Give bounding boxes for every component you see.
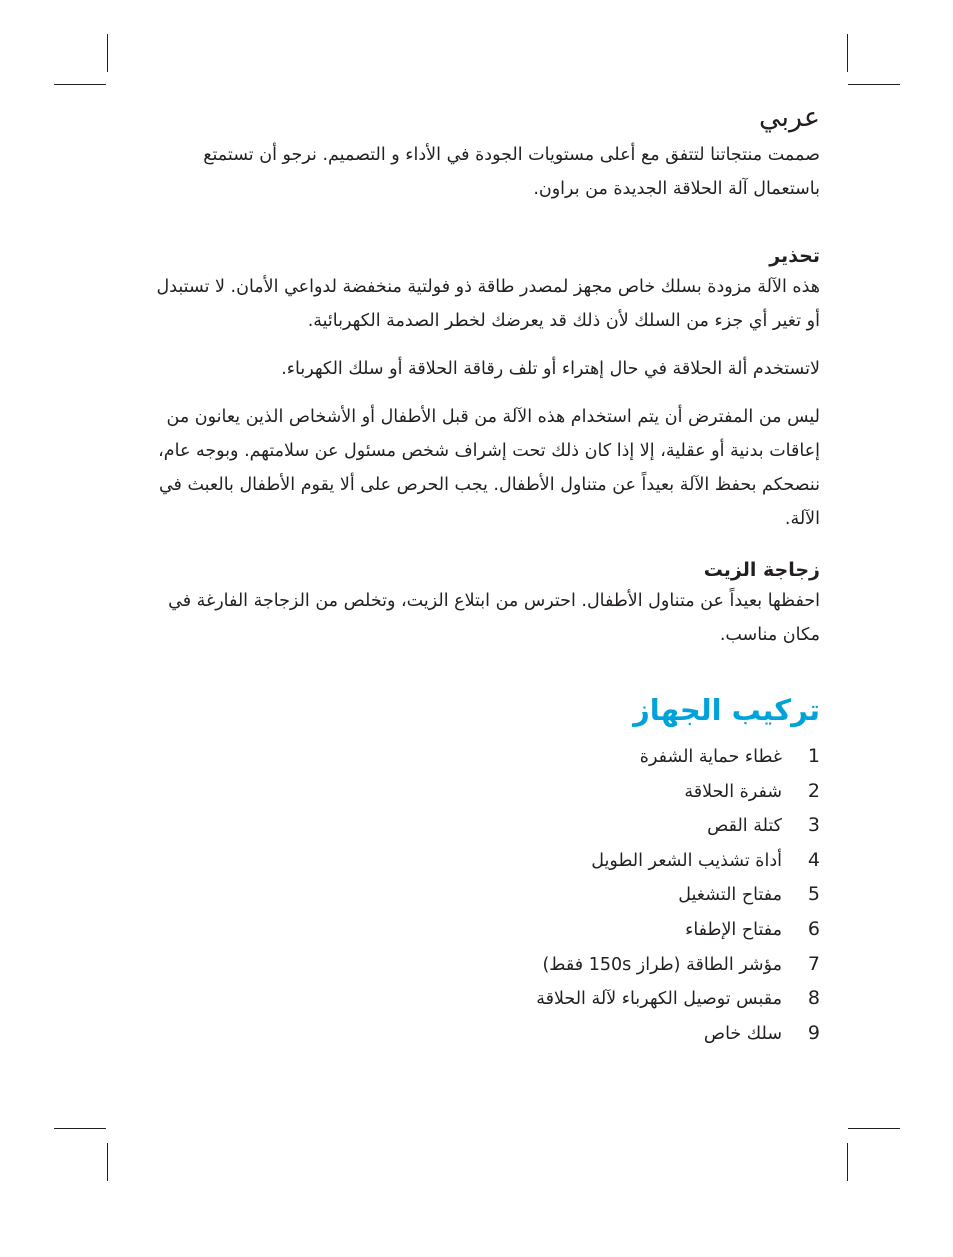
- part-label: سلك خاص: [703, 1023, 782, 1044]
- list-item: [140, 809, 820, 844]
- list-item: [140, 948, 820, 983]
- part-number: 4: [807, 848, 820, 871]
- crop-mark: [54, 1128, 106, 1129]
- part-number: 8: [807, 987, 820, 1010]
- warning-paragraph-3: ليس من المفترض أن يتم استخدام هذه الآلة من قبل الأطفال أو الأشخاص الذين يعانون من إعاقات بدنية أو عقلية، إلا إذا كان ذلك تحت إشراف شخص مسئول عن سلامتهم. وبوجه عام، ننصحكم بحفظ الآلة بعيداً عن متناول الأطفال. يجب الحرص على ألا يقوم الأطفال بالعبث في الآلة.: [158, 407, 820, 529]
- part-label: كتلة القص: [707, 816, 782, 837]
- part-number: 6: [807, 917, 820, 940]
- part-label: مفتاح الإطفاء: [685, 919, 782, 940]
- part-label: غطاء حماية الشفرة: [639, 747, 782, 767]
- warning-paragraph-1: هذه الآلة مزودة بسلك خاص مجهز لمصدر طاقة ذو فولتية منخفضة لدواعي الأمان. لا تستبدل أو تغير أي جزء من السلك لأن ذلك قد يعرضك لخطر الصدمة الكهربائية.: [156, 277, 820, 331]
- document-content: [140, 98, 820, 1051]
- part-label: شفرة الحلاقة: [684, 781, 782, 802]
- crop-mark: [847, 1143, 848, 1181]
- part-label: مؤشر الطاقة (طراز 150s فقط): [542, 954, 782, 975]
- list-item: [140, 844, 820, 879]
- list-item: [140, 913, 820, 948]
- part-number: 2: [807, 779, 820, 802]
- part-number: 1: [807, 745, 820, 767]
- part-number: 5: [807, 883, 820, 906]
- list-item: [140, 878, 820, 913]
- crop-mark: [107, 1143, 108, 1181]
- crop-mark: [54, 84, 106, 85]
- list-item: [140, 1017, 820, 1052]
- warning-heading: تحذير: [769, 245, 820, 267]
- part-label: مفتاح التشغيل: [678, 885, 782, 906]
- part-number: 3: [807, 814, 820, 837]
- oil-bottle-paragraph: احفظها بعيداً عن متناول الأطفال. احترس من ابتلاع الزيت، وتخلص من الزجاجة الفارغة في مكان مناسب.: [168, 591, 820, 645]
- parts-list: [140, 740, 820, 1051]
- list-item: [140, 982, 820, 1017]
- part-number: 9: [807, 1021, 820, 1044]
- crop-mark: [848, 1128, 900, 1129]
- crop-mark: [107, 34, 108, 72]
- part-label: مقبس توصيل الكهرباء لآلة الحلاقة: [536, 989, 782, 1010]
- part-label: أداة تشذيب الشعر الطويل: [591, 850, 782, 871]
- crop-mark: [848, 84, 900, 85]
- oil-bottle-heading: زجاجة الزيت: [703, 559, 820, 581]
- intro-paragraph: صممت منتجاتنا لتتفق مع أعلى مستويات الجودة في الأداء و التصميم. نرجو أن تستمتع باستعمال آلة الحلاقة الجديدة من براون.: [203, 145, 820, 199]
- crop-mark: [847, 34, 848, 72]
- language-title: عربي: [758, 102, 820, 133]
- device-section-title: تركيب الجهاز: [633, 693, 820, 727]
- part-number: 7: [807, 952, 820, 975]
- list-item: [140, 740, 820, 775]
- warning-paragraph-2: لاتستخدم ألة الحلاقة في حال إهتراء أو تلف رقاقة الحلاقة أو سلك الكهرباء.: [281, 359, 820, 379]
- list-item: [140, 775, 820, 810]
